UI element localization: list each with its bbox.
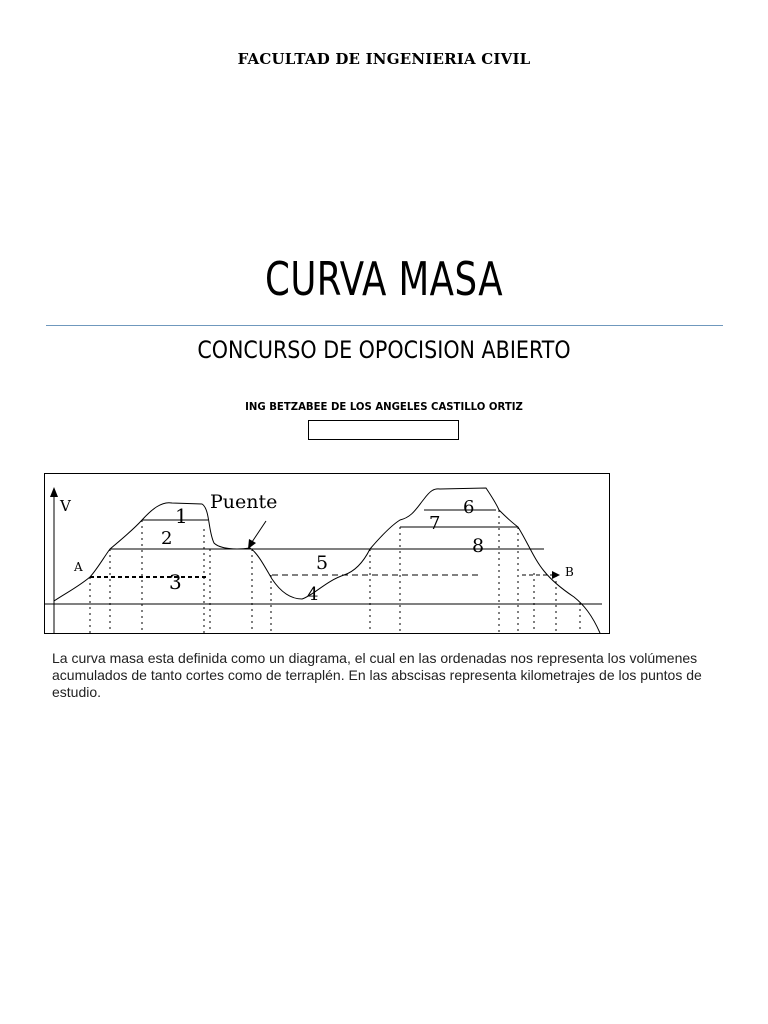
region-label-3: 3 bbox=[169, 570, 182, 594]
mass-curve-diagram bbox=[44, 473, 610, 634]
document-subtitle: CONCURSO DE OPOCISION ABIERTO bbox=[197, 336, 571, 364]
region-label-4: 4 bbox=[307, 584, 319, 605]
region-label-7: 7 bbox=[429, 513, 441, 534]
region-label-2: 2 bbox=[161, 528, 173, 549]
region-label-6: 6 bbox=[463, 497, 475, 518]
b-arrow-head bbox=[552, 571, 560, 579]
bridge-label: Puente bbox=[210, 491, 278, 513]
bridge-arrow-head bbox=[248, 539, 256, 549]
v-axis-label: V bbox=[60, 497, 71, 515]
title-divider bbox=[46, 325, 723, 326]
point-b-label: B bbox=[565, 565, 574, 579]
faculty-heading: FACULTAD DE INGENIERIA CIVIL bbox=[237, 50, 531, 68]
region-label-8: 8 bbox=[472, 535, 485, 557]
author-name: ING BETZABEE DE LOS ANGELES CASTILLO ORTIZ bbox=[245, 400, 523, 413]
definition-paragraph: La curva masa esta definida como un diagrama, el cual en las ordenadas nos representa los volúmenes acumulados de tanto cortes como de terraplén. En las abscisas representa kilometrajes de los puntos de estudio. bbox=[52, 650, 702, 700]
region-label-1: 1 bbox=[175, 504, 188, 528]
mass-curve-svg bbox=[44, 473, 610, 634]
region-label-5: 5 bbox=[316, 552, 329, 574]
document-title: CURVA MASA bbox=[265, 252, 503, 306]
v-axis-arrow bbox=[50, 487, 58, 497]
point-a-label: A bbox=[74, 560, 83, 574]
author-box bbox=[308, 420, 459, 440]
